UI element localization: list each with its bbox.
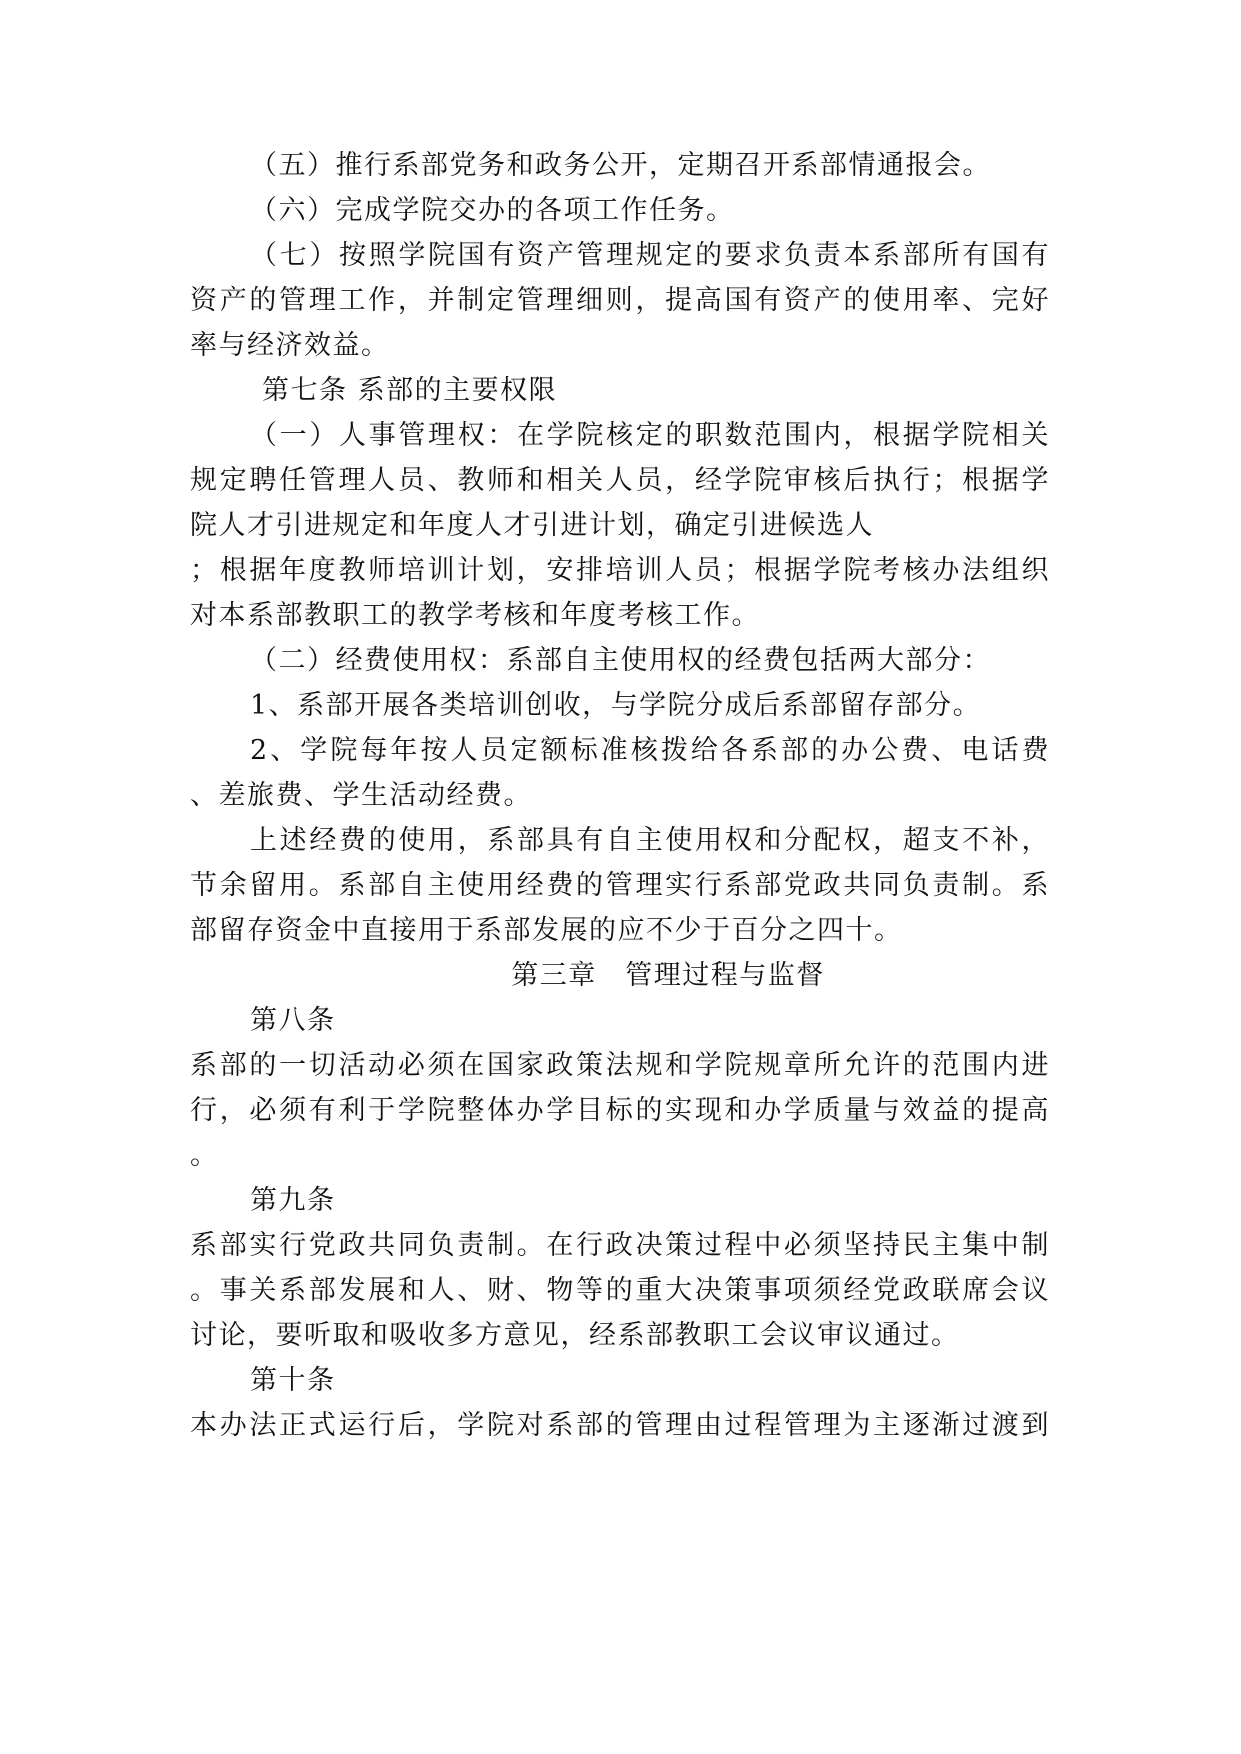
paragraph-line: （二）经费使用权：系部自主使用权的经费包括两大部分： <box>250 645 991 676</box>
paragraph-line: 系部实行党政共同负责制。在行政决策过程中必须坚持民主集中制 <box>190 1230 1050 1261</box>
paragraph-line: 。事关系部发展和人、财、物等的重大决策事项须经党政联席会议 <box>190 1275 1050 1306</box>
paragraph-line: 规定聘任管理人员、教师和相关人员，经学院审核后执行；根据学 <box>190 465 1050 496</box>
paragraph-line: 1、系部开展各类培训创收，与学院分成后系部留存部分。 <box>250 690 982 721</box>
paragraph-line: （七）按照学院国有资产管理规定的要求负责本系部所有国有 <box>250 240 1050 271</box>
paragraph-line: 讨论，要听取和吸收多方意见，经系部教职工会议审议通过。 <box>190 1320 960 1351</box>
paragraph-line: 。 <box>190 1140 219 1171</box>
paragraph-line: （一）人事管理权：在学院核定的职数范围内，根据学院相关 <box>250 420 1050 451</box>
paragraph-line: 2、学院每年按人员定额标准核拨给各系部的办公费、电话费 <box>250 735 1050 766</box>
paragraph-line: 本办法正式运行后，学院对系部的管理由过程管理为主逐渐过渡到 <box>190 1410 1050 1441</box>
paragraph-line: ；根据年度教师培训计划，安排培训人员；根据学院考核办法组织 <box>190 555 1050 586</box>
article-heading: 第七条 系部的主要权限 <box>262 375 558 406</box>
paragraph-line: 节余留用。系部自主使用经费的管理实行系部党政共同负责制。系 <box>190 870 1050 901</box>
paragraph-line: 院人才引进规定和年度人才引进计划，确定引进候选人 <box>190 510 874 541</box>
article-heading: 第九条 <box>250 1185 336 1216</box>
paragraph-line: 率与经济效益。 <box>190 330 390 361</box>
article-heading: 第八条 <box>250 1005 336 1036</box>
paragraph-line: 行，必须有利于学院整体办学目标的实现和办学质量与效益的提高 <box>190 1095 1050 1126</box>
chapter-heading: 第三章 管理过程与监督 <box>511 960 825 991</box>
paragraph-line: 资产的管理工作，并制定管理细则，提高国有资产的使用率、完好 <box>190 285 1050 316</box>
paragraph-line: （六）完成学院交办的各项工作任务。 <box>250 195 735 226</box>
paragraph-line: 、差旅费、学生活动经费。 <box>190 780 532 811</box>
paragraph-line: 上述经费的使用，系部具有自主使用权和分配权，超支不补， <box>250 825 1050 856</box>
paragraph-line: 对本系部教职工的教学考核和年度考核工作。 <box>190 600 760 631</box>
article-heading: 第十条 <box>250 1365 336 1396</box>
paragraph-line: （五）推行系部党务和政务公开，定期召开系部情通报会。 <box>250 150 991 181</box>
paragraph-line: 系部的一切活动必须在国家政策法规和学院规章所允许的范围内进 <box>190 1050 1050 1081</box>
paragraph-line: 部留存资金中直接用于系部发展的应不少于百分之四十。 <box>190 915 903 946</box>
